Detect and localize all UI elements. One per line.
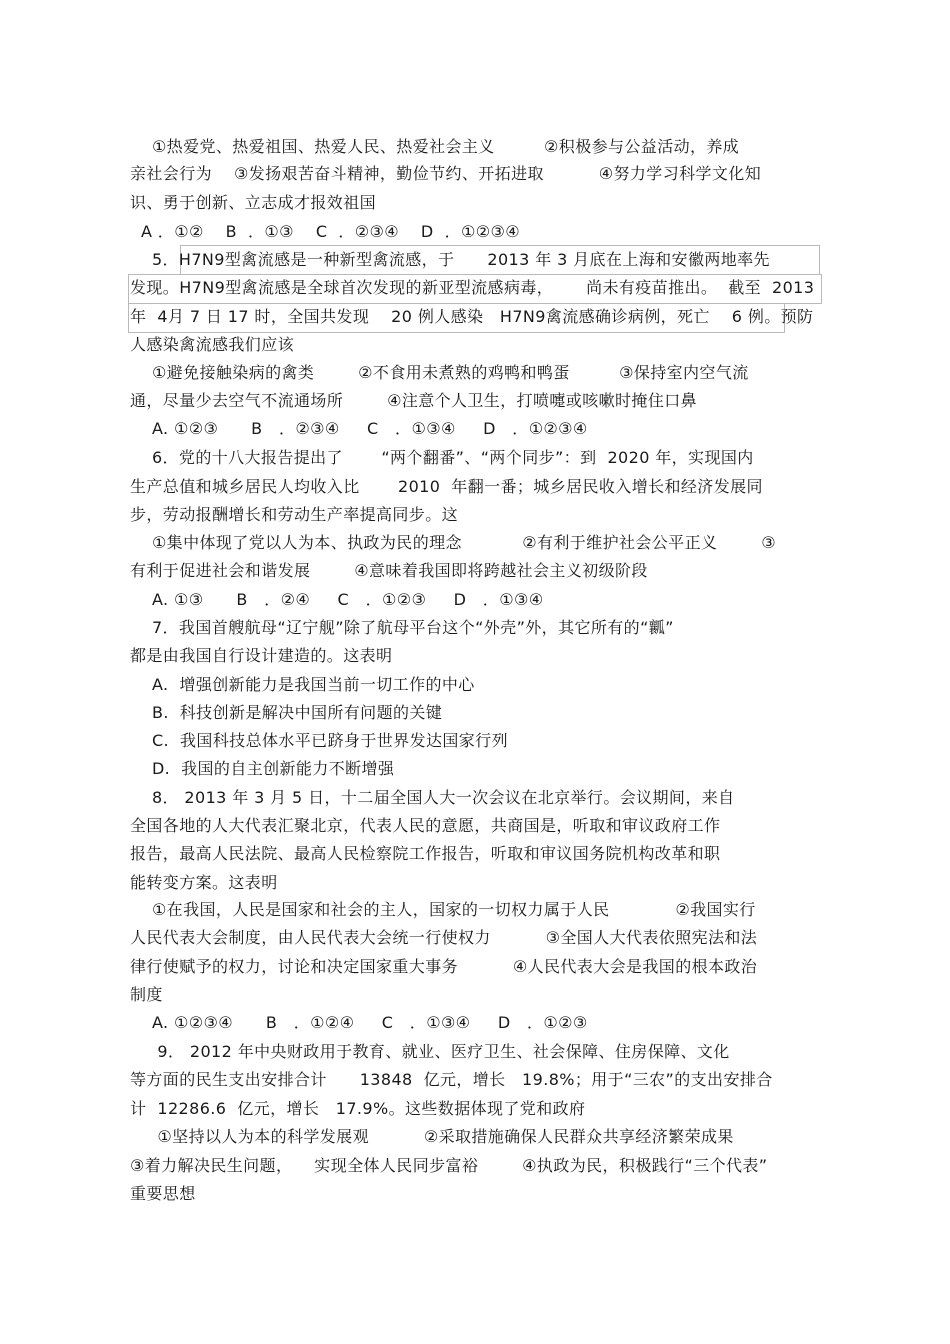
text-line: A. ①③ B ．②④ C ．①②③ D ．①③④	[130, 590, 544, 609]
text-line: 9． 2012 年中央财政用于教育、就业、医疗卫生、社会保障、住房保障、文化	[130, 1042, 730, 1061]
text-line: A. ①②③④ B ．①②④ C ．①③④ D ．①②③	[130, 1013, 588, 1032]
text-line: 都是由我国自行设计建造的。这表明	[130, 646, 393, 665]
text-line: 步，劳动报酬增长和劳动生产率提高同步。这	[130, 505, 459, 524]
text-line: 重要思想	[130, 1184, 196, 1203]
text-line: 报告，最高人民法院、最高人民检察院工作报告，听取和审议国务院机构改革和职	[130, 844, 721, 863]
text-line: ①在我国，人民是国家和社会的主人，国家的一切权力属于人民 ②我国实行	[130, 900, 756, 919]
text-line: 生产总值和城乡居民人均收入比 2010 年翻一番；城乡居民收入增长和经济发展同	[130, 477, 763, 496]
text-line: 能转变方案。这表明	[130, 873, 278, 892]
text-line: 7．我国首艘航母“辽宁舰”除了航母平台这个“外壳”外，其它所有的“瓤”	[130, 618, 674, 637]
text-line: 计 12286.6 亿元，增长 17.9%。这些数据体现了党和政府	[130, 1099, 586, 1118]
text-line: 发现。H7N9型禽流感是全球首次发现的新亚型流感病毒， 尚未有疫苗推出。 截至 2013	[130, 278, 815, 297]
text-line: A. ①②③ B ．②③④ C ．①③④ D ．①②③④	[130, 419, 588, 438]
text-line: 人感染禽流感我们应该	[130, 335, 295, 354]
text-line: 等方面的民生支出安排合计 13848 亿元，增长 19.8%；用于“三农”的支出安排合	[130, 1070, 773, 1089]
text-line: 通，尽量少去空气不流通场所 ④注意个人卫生，打喷嚏或咳嗽时掩住口鼻	[130, 391, 698, 410]
text-line: D. 我国的自主创新能力不断增强	[130, 759, 395, 778]
text-line: ①坚持以人为本的科学发展观 ②采取措施确保人民群众共享经济繁荣成果	[130, 1127, 734, 1146]
text-line: ①热爱党、热爱祖国、热爱人民、热爱社会主义 ②积极参与公益活动，养成	[130, 137, 740, 156]
text-line: 全国各地的人大代表汇聚北京，代表人民的意愿，共商国是，听取和审议政府工作	[130, 816, 721, 835]
text-line: A. 增强创新能力是我国当前一切工作的中心	[130, 675, 475, 694]
text-line: A ．①② B ．①③ C ．②③④ D ．①②③④	[130, 222, 520, 241]
text-line: 6．党的十八大报告提出了 “两个翻番”、“两个同步”：到 2020 年，实现国内	[130, 448, 754, 467]
text-line: 律行使赋予的权力，讨论和决定国家重大事务 ④人民代表大会是我国的根本政治	[130, 957, 758, 976]
text-line: 制度	[130, 985, 163, 1004]
text-line: ①集中体现了党以人为本、执政为民的理念 ②有利于维护社会公平正义 ③	[130, 533, 777, 552]
text-line: 年 4月 7 日 17 时，全国共发现 20 例人感染 H7N9禽流感确诊病例，死亡 6 例。预防	[130, 307, 814, 326]
text-line: 亲社会行为 ③发扬艰苦奋斗精神，勤俭节约、开拓进取 ④努力学习科学文化知	[130, 164, 762, 183]
text-line: 有利于促进社会和谐发展 ④意味着我国即将跨越社会主义初级阶段	[130, 561, 648, 580]
text-line: 人民代表大会制度，由人民代表大会统一行使权力 ③全国人大代表依照宪法和法	[130, 928, 758, 947]
text-line: ①避免接触染病的禽类 ②不食用未煮熟的鸡鸭和鸭蛋 ③保持室内空气流	[130, 363, 749, 382]
text-line: 5．H7N9型禽流感是一种新型禽流感，于 2013 年 3 月底在上海和安徽两地率先	[130, 250, 770, 269]
text-line: 8． 2013 年 3 月 5 日，十二届全国人大一次会议在北京举行。会议期间，来自	[130, 788, 735, 807]
text-line: C. 我国科技总体水平已跻身于世界发达国家行列	[130, 731, 508, 750]
text-line: 识、勇于创新、立志成才报效祖国	[130, 193, 377, 212]
text-line: B. 科技创新是解决中国所有问题的关键	[130, 703, 443, 722]
text-line: ③着力解决民生问题， 实现全体人民同步富裕 ④执政为民，积极践行“三个代表”	[130, 1156, 768, 1175]
